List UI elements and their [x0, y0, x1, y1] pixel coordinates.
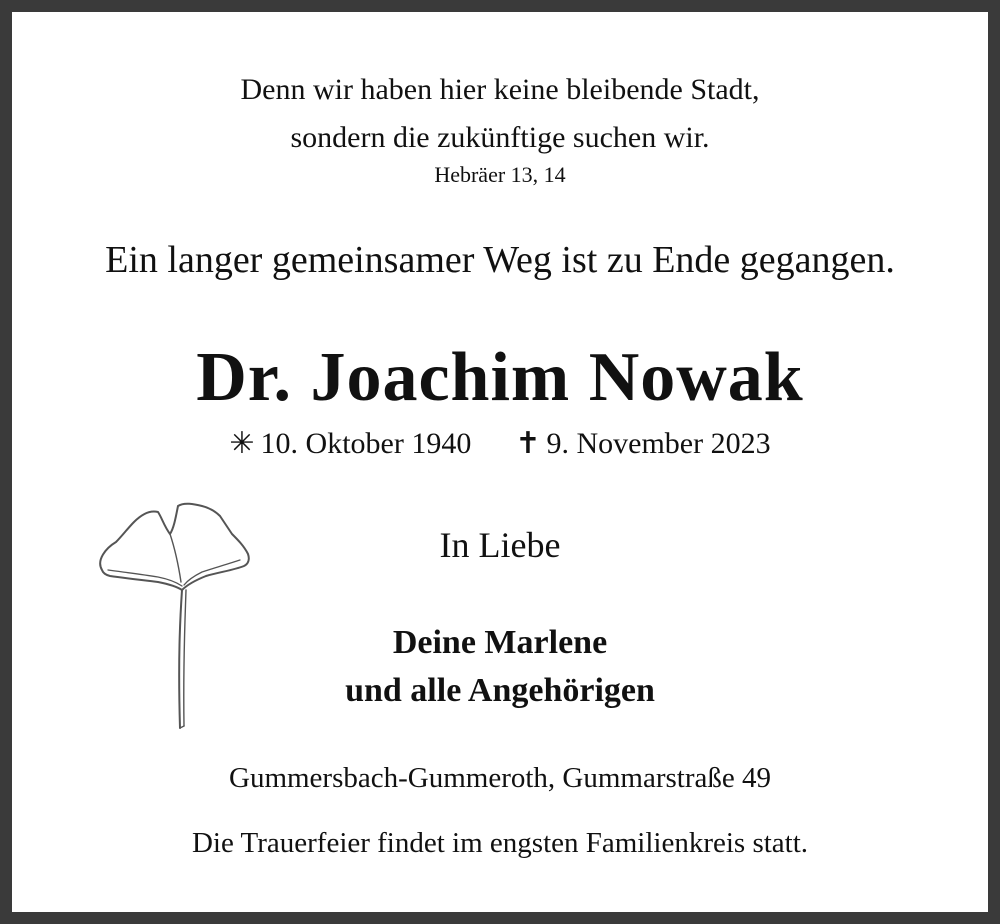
- service-note: Die Trauerfeier findet im engsten Familienkreis statt.: [191, 827, 809, 859]
- birth-date: 10. Oktober 1940: [260, 427, 472, 460]
- signer-line-1: Deine Marlene: [392, 624, 608, 661]
- birth-star-icon: ✳: [229, 427, 255, 460]
- signer-line-2: und alle Angehörigen: [345, 672, 655, 709]
- verse-reference: Hebräer 13, 14: [434, 162, 566, 187]
- death-date: 9. November 2023: [546, 427, 771, 460]
- life-dates: [12, 426, 988, 461]
- lead-text: Ein langer gemeinsamer Weg ist zu Ende gegangen.: [105, 239, 895, 281]
- verse-line-2: sondern die zukünftige suchen wir.: [290, 121, 710, 154]
- address: Gummersbach-Gummeroth, Gummarstraße 49: [229, 762, 771, 794]
- closing-love: In Liebe: [439, 525, 561, 565]
- death-cross-icon: ✝: [515, 427, 541, 460]
- deceased-name: Dr. Joachim Nowak: [196, 339, 804, 416]
- verse-line-1: Denn wir haben hier keine bleibende Stadt,: [240, 73, 760, 106]
